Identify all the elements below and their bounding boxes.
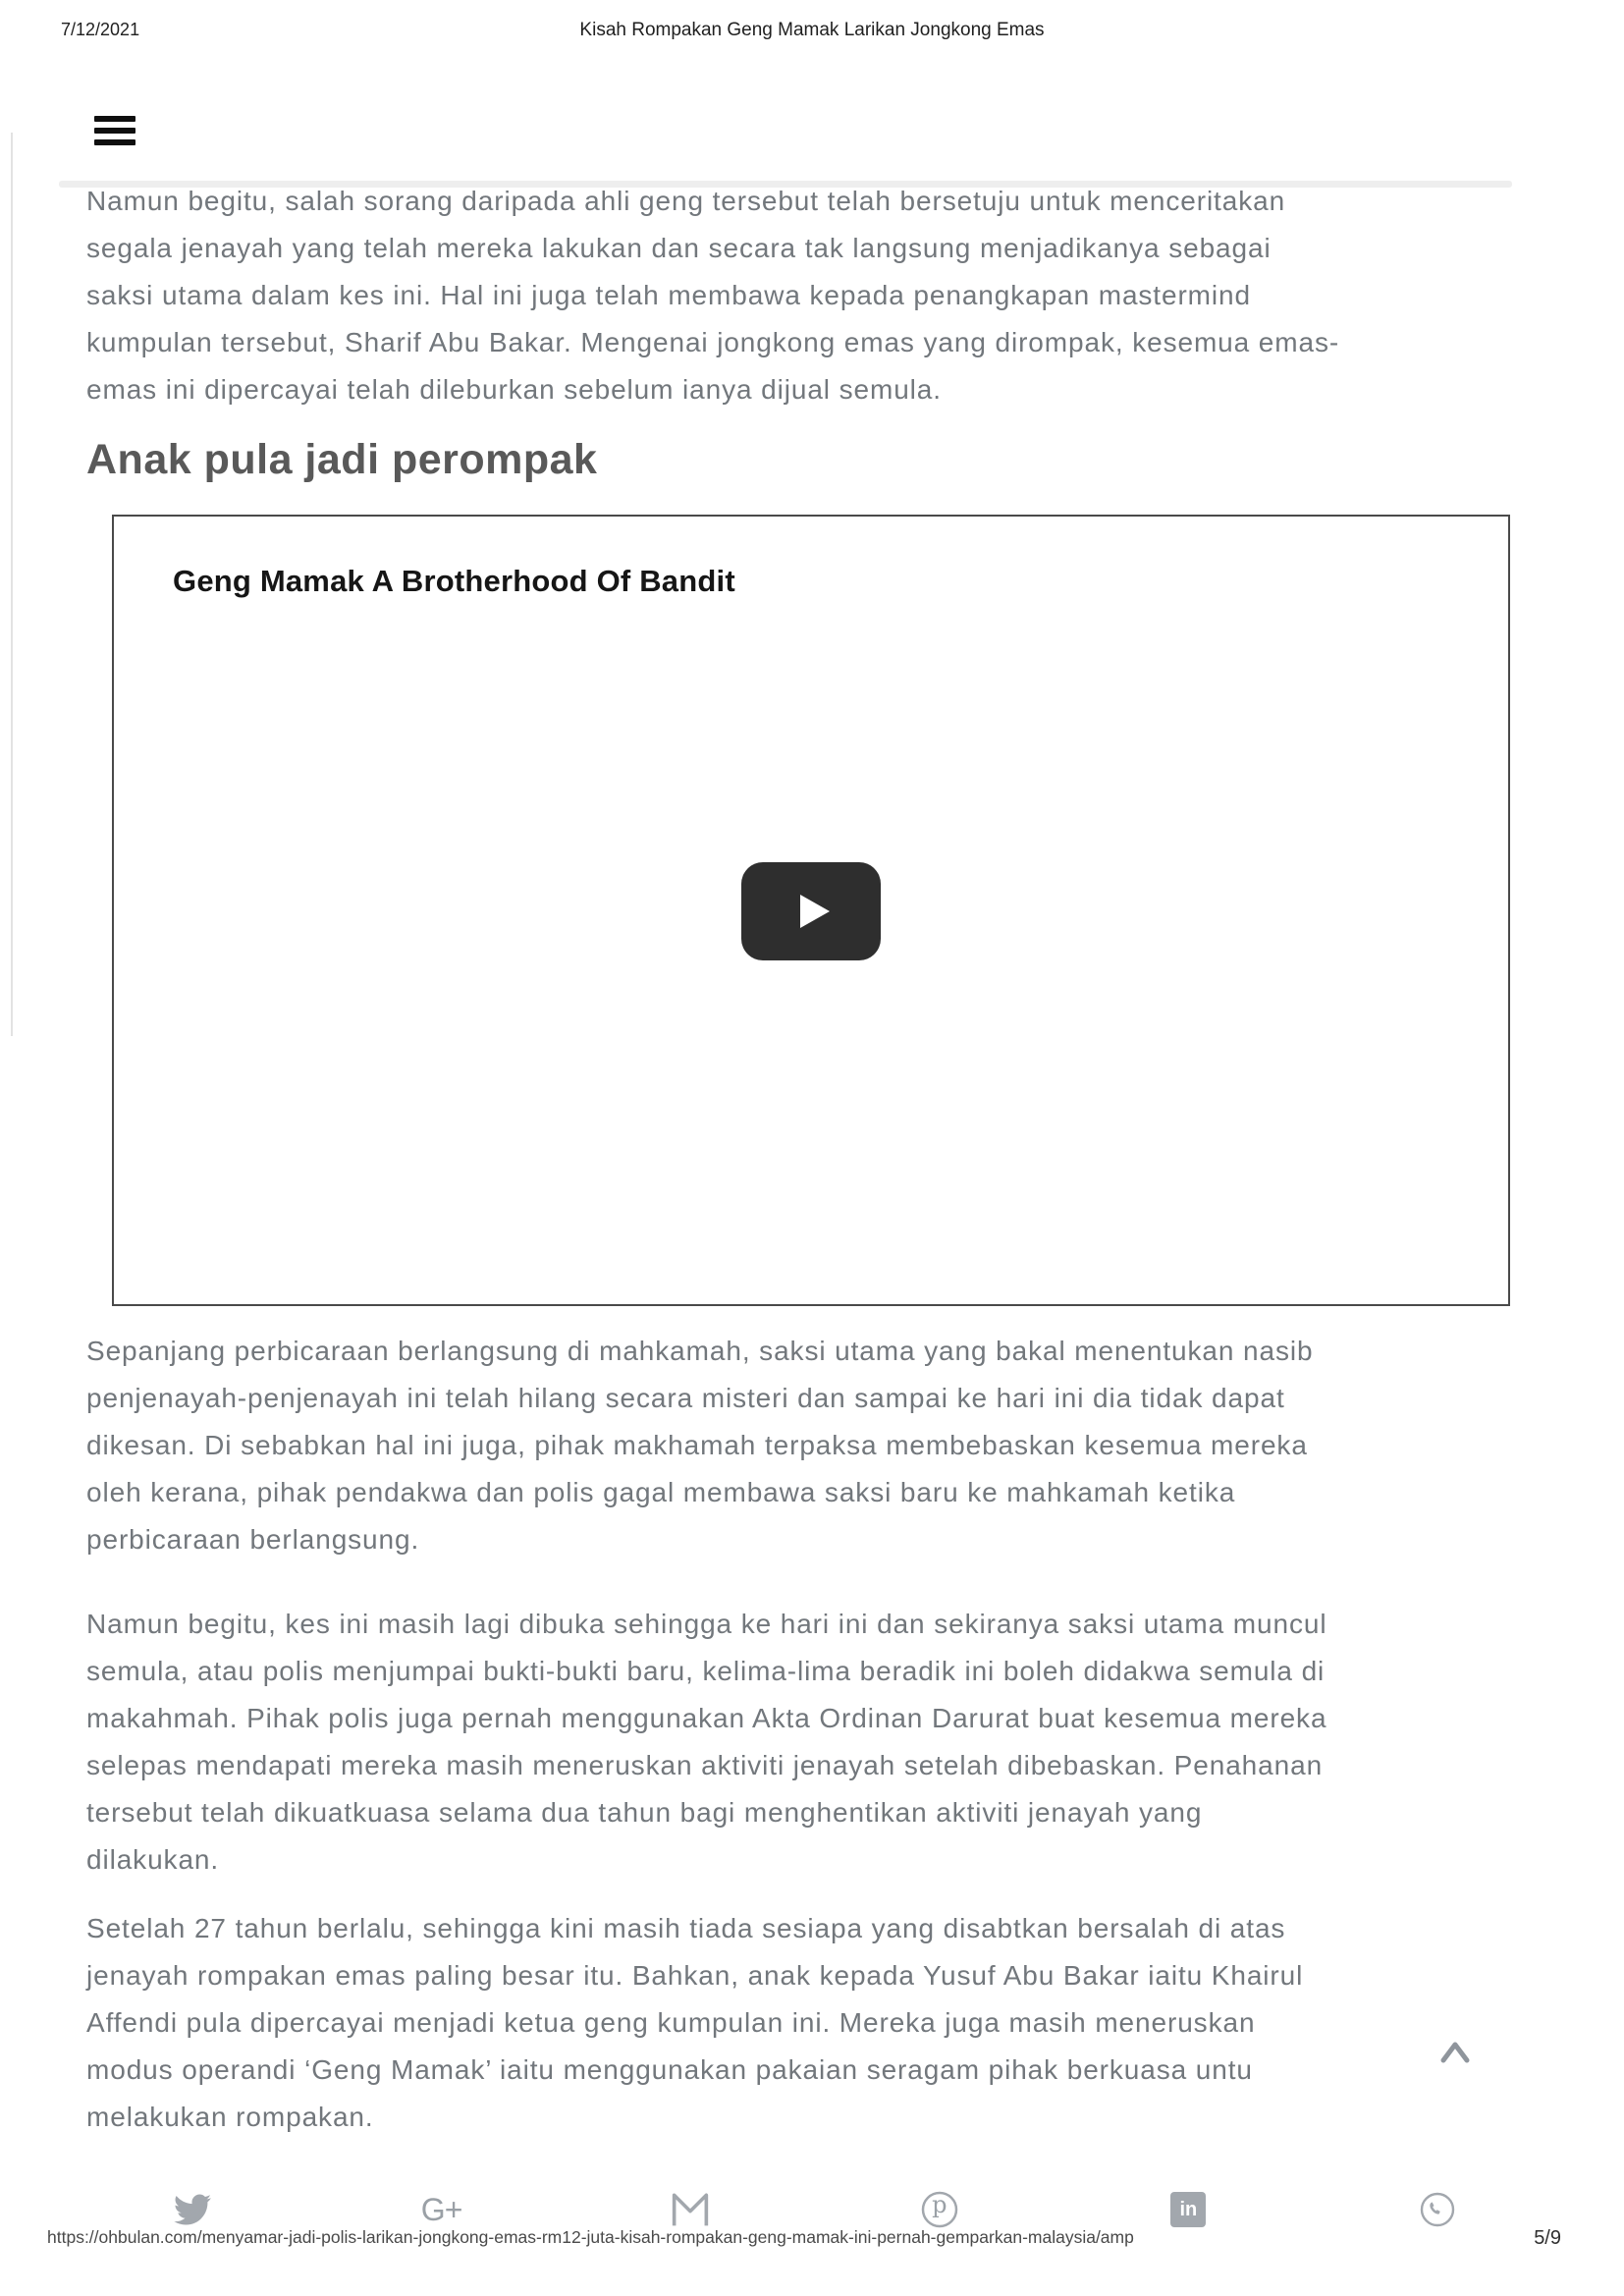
text-line: tersebut telah dikuatkuasa selama dua tahun bagi menghentikan aktiviti jenayah yang: [86, 1797, 1203, 1828]
twitter-icon: [174, 2194, 211, 2225]
scan-artifact-vertical: [11, 133, 13, 1036]
section-heading: Anak pula jadi perompak: [86, 436, 598, 483]
paragraph-case-open: [86, 1601, 1326, 1884]
gmail-icon: [671, 2192, 710, 2227]
text-line: Namun begitu, kes ini masih lagi dibuka sehingga ke hari ini dan sekiranya saksi utama muncul: [86, 1609, 1327, 1639]
paragraph-trial: [86, 1328, 1314, 1563]
linkedin-share-button[interactable]: [1166, 2188, 1210, 2231]
social-share-bar: [171, 2188, 1459, 2231]
video-title[interactable]: Geng Mamak A Brotherhood Of Bandit: [173, 564, 735, 598]
whatsapp-icon: [1418, 2190, 1457, 2229]
paragraph-aftermath: [86, 1905, 1303, 2141]
text-line: jenayah rompakan emas paling besar itu. Bahkan, anak kepada Yusuf Abu Bakar iaitu Khairul: [86, 1960, 1304, 1991]
whatsapp-share-button[interactable]: [1416, 2188, 1459, 2231]
document-title: Kisah Rompakan Geng Mamak Larikan Jongkong Emas: [579, 20, 1045, 40]
print-header: [0, 20, 1624, 49]
text-line: selepas mendapati mereka masih meneruskan aktiviti jenayah setelah dibebaskan. Penahanan: [86, 1750, 1324, 1780]
text-line: penjenayah-penjenayah ini telah hilang secara misteri dan sampai ke hari ini dia tidak dapat: [86, 1383, 1285, 1413]
pinterest-share-button[interactable]: p: [918, 2188, 961, 2231]
paragraph-intro: [86, 178, 1339, 413]
text-line: perbicaraan berlangsung.: [86, 1524, 420, 1555]
text-line: melakukan rompakan.: [86, 2102, 374, 2132]
play-icon: [800, 895, 830, 928]
text-line: makahmah. Pihak polis juga pernah menggunakan Akta Ordinan Darurat buat kesemua mereka: [86, 1703, 1327, 1733]
linkedin-icon: in: [1170, 2192, 1206, 2227]
text-line: Setelah 27 tahun berlalu, sehingga kini masih tiada sesiapa yang disabtkan bersalah di atas: [86, 1913, 1286, 1943]
play-button[interactable]: [741, 862, 881, 960]
text-line: semula, atau polis menjumpai bukti-bukti baru, kelima-lima beradik ini boleh didakwa semula di: [86, 1656, 1326, 1686]
text-line: saksi utama dalam kes ini. Hal ini juga telah membawa kepada penangkapan mastermind: [86, 280, 1251, 310]
scroll-to-top-button[interactable]: [1435, 2037, 1475, 2068]
text-line: segala jenayah yang telah mereka lakukan dan secara tak langsung menjadikanya sebagai: [86, 233, 1272, 263]
source-url: https://ohbulan.com/menyamar-jadi-polis-larikan-jongkong-emas-rm12-juta-kisah-rompakan-geng-mamak-ini-pernah-gemparkan-malaysia/amp: [47, 2227, 1134, 2247]
text-line: modus operandi ‘Geng Mamak’ iaitu menggunakan pakaian seragam pihak berkuasa untu: [86, 2054, 1253, 2085]
text-line: dilakukan.: [86, 1844, 220, 1875]
email-share-button[interactable]: [669, 2188, 712, 2231]
print-date: 7/12/2021: [61, 20, 140, 39]
hamburger-menu-icon[interactable]: [94, 116, 135, 145]
google-plus-icon: G+: [420, 2191, 462, 2227]
text-line: oleh kerana, pihak pendakwa dan polis gagal membawa saksi baru ke mahkamah ketika: [86, 1477, 1236, 1507]
text-line: Namun begitu, salah sorang daripada ahli geng tersebut telah bersetuju untuk menceritakan: [86, 186, 1286, 216]
text-line: kumpulan tersebut, Sharif Abu Bakar. Mengenai jongkong emas yang dirompak, kesemua emas-: [86, 327, 1340, 357]
twitter-share-button[interactable]: [171, 2188, 214, 2231]
google-plus-share-button[interactable]: [420, 2188, 463, 2231]
chevron-up-icon: [1435, 2037, 1475, 2068]
text-line: dikesan. Di sebabkan hal ini juga, pihak makhamah terpaksa membebaskan kesemua mereka: [86, 1430, 1308, 1460]
page-number: 5/9: [1534, 2227, 1561, 2249]
text-line: Sepanjang perbicaraan berlangsung di mahkamah, saksi utama yang bakal menentukan nasib: [86, 1336, 1314, 1366]
text-line: Affendi pula dipercayai menjadi ketua geng kumpulan ini. Mereka juga masih meneruskan: [86, 2007, 1256, 2038]
text-line: emas ini dipercayai telah dileburkan sebelum ianya dijual semula.: [86, 374, 942, 405]
video-embed[interactable]: [112, 515, 1510, 1306]
